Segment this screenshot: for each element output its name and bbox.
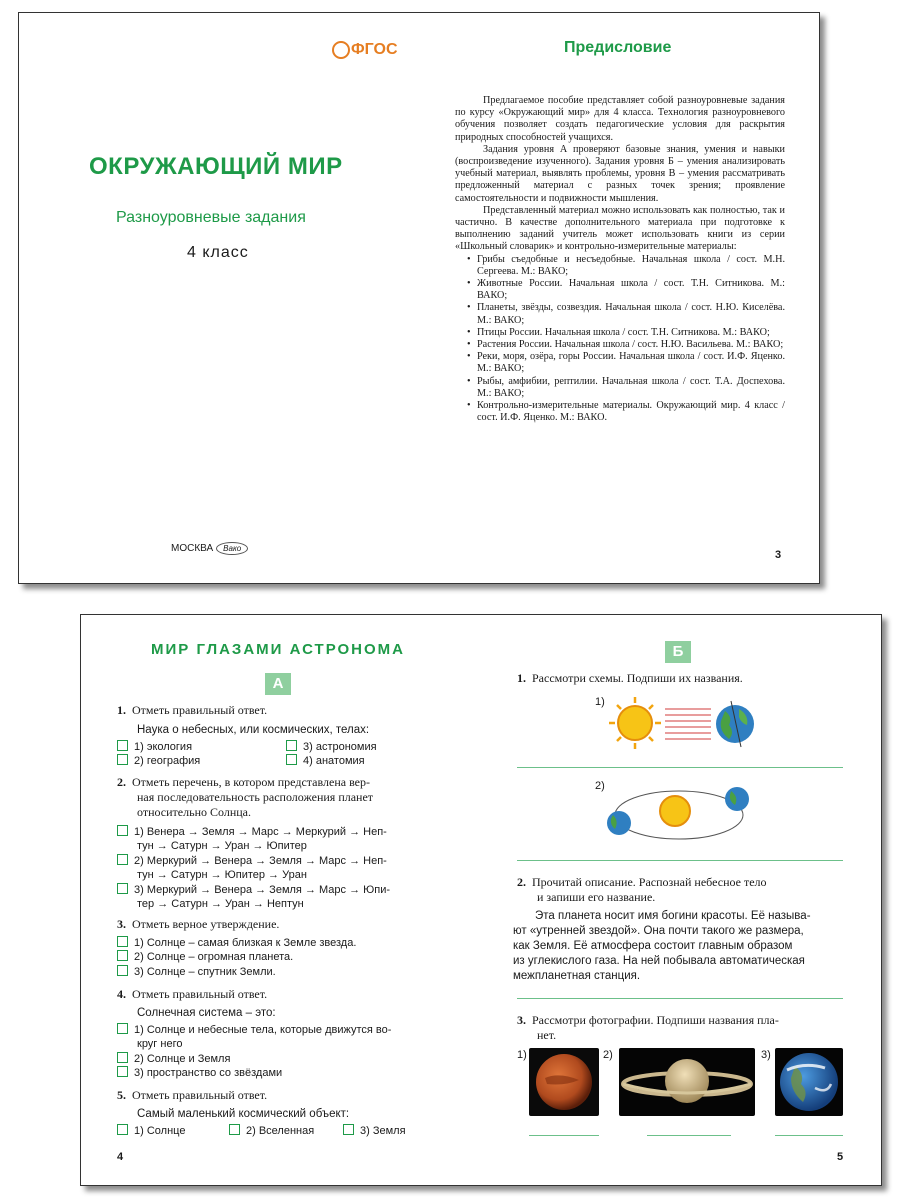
preface-list-item: • Контрольно-измерительные материалы. Окружающий мир. 4 класс / сост. И.Ф. Яценко. М.: ВАКО. — [469, 400, 785, 424]
publisher-city: МОСКВА — [171, 543, 214, 554]
fgos-logo: ФГОС — [332, 41, 398, 59]
earth-icon — [607, 811, 631, 835]
preface-paragraph: Задания уровня А проверяют базовые знания, умения и навыки (воспроизведение изученного). Задания уровня Б – умения анализировать учебный материал, выявлять проблемы, уровня В – умения рассматривать предложенный материал с разных точек зрения; проявление самостоятельности и подвижности мышления. — [455, 143, 785, 204]
earth-photo — [775, 1048, 843, 1116]
question-4: 4. Отметь правильный ответ. — [117, 987, 268, 1001]
book-grade: 4 класс — [187, 244, 249, 261]
photo-label: 3) — [761, 1049, 771, 1061]
preface-list-item: • Грибы съедобные и несъедобные. Начальная школа / сост. М.Н. Сергеева. М.: ВАКО; — [469, 254, 785, 278]
checkbox[interactable] — [117, 825, 128, 836]
answer-option[interactable]: 2) Вселенная — [229, 1124, 314, 1138]
answer-option[interactable]: 2) география — [117, 754, 200, 768]
fgos-ring-icon — [332, 41, 350, 59]
task-b2-line: и запиши его название. — [537, 890, 656, 904]
checkbox[interactable] — [117, 936, 128, 947]
saturn-photo — [619, 1048, 755, 1116]
checkbox[interactable] — [286, 740, 297, 751]
answer-option[interactable]: 3) астрономия — [286, 740, 377, 754]
page-number: 3 — [775, 549, 782, 561]
task-b3-line: нет. — [537, 1028, 557, 1042]
earth-icon — [716, 701, 754, 747]
exercise-spread — [80, 614, 882, 1186]
task-b3: 3. Рассмотри фотографии. Подпиши названия пла- — [517, 1013, 779, 1027]
checkbox[interactable] — [229, 1124, 240, 1135]
preface-list-item: • Растения России. Начальная школа / сост. Н.Ю. Васильева. М.: ВАКО; — [469, 339, 785, 351]
answer-option[interactable]: 1) экология — [117, 740, 192, 754]
preface-list-item: • Животные России. Начальная школа / сост. Т.Н. Ситникова. М.: ВАКО; — [469, 278, 785, 302]
preface-title: Предисловие — [564, 39, 672, 56]
answer-option[interactable]: 2) Меркурий → Венера → Земля → Марс → Неп- — [117, 854, 387, 868]
checkbox[interactable] — [286, 754, 297, 765]
question-2-line: относительно Солнца. — [137, 805, 252, 819]
book-subtitle: Разноуровневые задания — [116, 209, 306, 226]
preface-list — [455, 254, 785, 425]
answer-option[interactable]: 1) Солнце – самая близкая к Земле звезда. — [117, 936, 356, 950]
checkbox[interactable] — [117, 854, 128, 865]
question-5: 5. Отметь правильный ответ. — [117, 1088, 268, 1102]
sun-icon — [609, 697, 661, 749]
preface-paragraph: Предлагаемое пособие представляет собой разноуровневые задания по курсу «Окружающий мир» для 4 класса. Технология разноуровневого обучения позволяет создать педагогические условия для раскрытия природных способностей учащихся. — [455, 95, 785, 143]
preface-list-item: • Планеты, звёзды, созвездия. Начальная школа / сост. Н.Ю. Киселёва. М.: ВАКО; — [469, 302, 785, 326]
question-4-prompt: Солнечная система – это: — [137, 1007, 276, 1019]
question-1-prompt: Наука о небесных, или космических, телах: — [137, 724, 370, 736]
checkbox[interactable] — [117, 740, 128, 751]
checkbox[interactable] — [117, 1052, 128, 1063]
level-b-badge: Б — [665, 641, 691, 663]
answer-option-cont: тун → Сатурн → Уран → Юпитер — [137, 840, 307, 852]
answer-option[interactable]: 3) Земля — [343, 1124, 406, 1138]
question-2-line: ная последовательность расположения планет — [137, 790, 374, 804]
checkbox[interactable] — [117, 950, 128, 961]
answer-option[interactable]: 1) Солнце — [117, 1124, 185, 1138]
checkbox[interactable] — [117, 965, 128, 976]
checkbox[interactable] — [343, 1124, 354, 1135]
scheme-1-label: 1) — [595, 696, 605, 708]
answer-option[interactable]: 1) Солнце и небесные тела, которые движутся во- — [117, 1023, 391, 1037]
mars-photo — [529, 1048, 599, 1116]
section-title: МИР ГЛАЗАМИ АСТРОНОМА — [151, 641, 405, 658]
preface-list-item: • Рыбы, амфибии, рептилии. Начальная школа / сост. Т.А. Доспехова. М.: ВАКО; — [469, 376, 785, 400]
sunray-arrows — [665, 709, 711, 739]
question-1: 1. Отметь правильный ответ. — [117, 703, 268, 717]
preface-paragraph: Представленный материал можно использовать как полностью, так и частично. В качестве дополнительного материала при подготовке к выполнению заданий учитель может использовать книги из серии «Школьный словарик» и контрольно-измерительные материалы: — [455, 204, 785, 253]
title-spread — [18, 12, 820, 584]
answer-line[interactable] — [647, 1135, 731, 1136]
answer-option[interactable]: 1) Венера → Земля → Марс → Меркурий → Неп- — [117, 825, 387, 839]
preface-body — [455, 95, 785, 424]
checkbox[interactable] — [117, 883, 128, 894]
checkbox[interactable] — [117, 754, 128, 765]
answer-option[interactable]: 4) анатомия — [286, 754, 365, 768]
checkbox[interactable] — [117, 1124, 128, 1135]
answer-line[interactable] — [775, 1135, 843, 1136]
answer-line[interactable] — [529, 1135, 599, 1136]
sunlight-scheme — [607, 695, 767, 753]
answer-line[interactable] — [517, 998, 843, 999]
question-2: 2. Отметь перечень, в котором представлена вер- — [117, 775, 370, 789]
answer-option[interactable]: 2) Солнце – огромная планета. — [117, 950, 293, 964]
planet-description: Эта планета носит имя богини красоты. Её называ- ют «утренней звездой». Она почти такого же размера, как Земля. Её атмосфера состоит главным образом из углекислого газа. На ней побывала автоматическая межпланетная станция. — [513, 910, 811, 982]
photo-label: 1) — [517, 1049, 527, 1061]
orbit-scheme — [601, 779, 761, 851]
checkbox[interactable] — [117, 1066, 128, 1077]
photo-label: 2) — [603, 1049, 613, 1061]
answer-option-cont: круг него — [137, 1038, 183, 1050]
answer-line[interactable] — [517, 767, 843, 768]
task-b1: 1. Рассмотри схемы. Подпиши их названия. — [517, 671, 743, 685]
answer-option-cont: тер → Сатурн → Уран → Нептун — [137, 898, 304, 910]
question-3: 3. Отметь верное утверждение. — [117, 917, 280, 931]
answer-option[interactable]: 3) Солнце – спутник Земли. — [117, 965, 276, 979]
preface-list-item: • Реки, моря, озёра, горы России. Начальная школа / сост. И.Ф. Яценко. М.: ВАКО; — [469, 351, 785, 375]
task-b2: 2. Прочитай описание. Распознай небесное тело — [517, 875, 767, 889]
book-title: ОКРУЖАЮЩИЙ МИР — [89, 153, 343, 180]
publisher-imprint — [171, 542, 248, 555]
checkbox[interactable] — [117, 1023, 128, 1034]
answer-option-cont: тун → Сатурн → Юпитер → Уран — [137, 869, 307, 881]
page-number-right: 5 — [837, 1151, 844, 1163]
publisher-logo: Вако — [216, 542, 248, 555]
answer-option[interactable]: 3) Меркурий → Венера → Земля → Марс → Юпи- — [117, 883, 390, 897]
sun-icon — [660, 796, 690, 826]
level-a-badge: А — [265, 673, 291, 695]
question-5-prompt: Самый маленький космический объект: — [137, 1108, 350, 1120]
earth-icon — [725, 787, 749, 811]
preface-list-item: • Птицы России. Начальная школа / сост. Т.Н. Ситникова. М.: ВАКО; — [469, 327, 785, 339]
scheme-2-label: 2) — [595, 780, 605, 792]
page-number-left: 4 — [117, 1151, 124, 1163]
answer-option[interactable]: 2) Солнце и Земля — [117, 1052, 230, 1066]
answer-line[interactable] — [517, 860, 843, 861]
answer-option[interactable]: 3) пространство со звёздами — [117, 1066, 282, 1080]
